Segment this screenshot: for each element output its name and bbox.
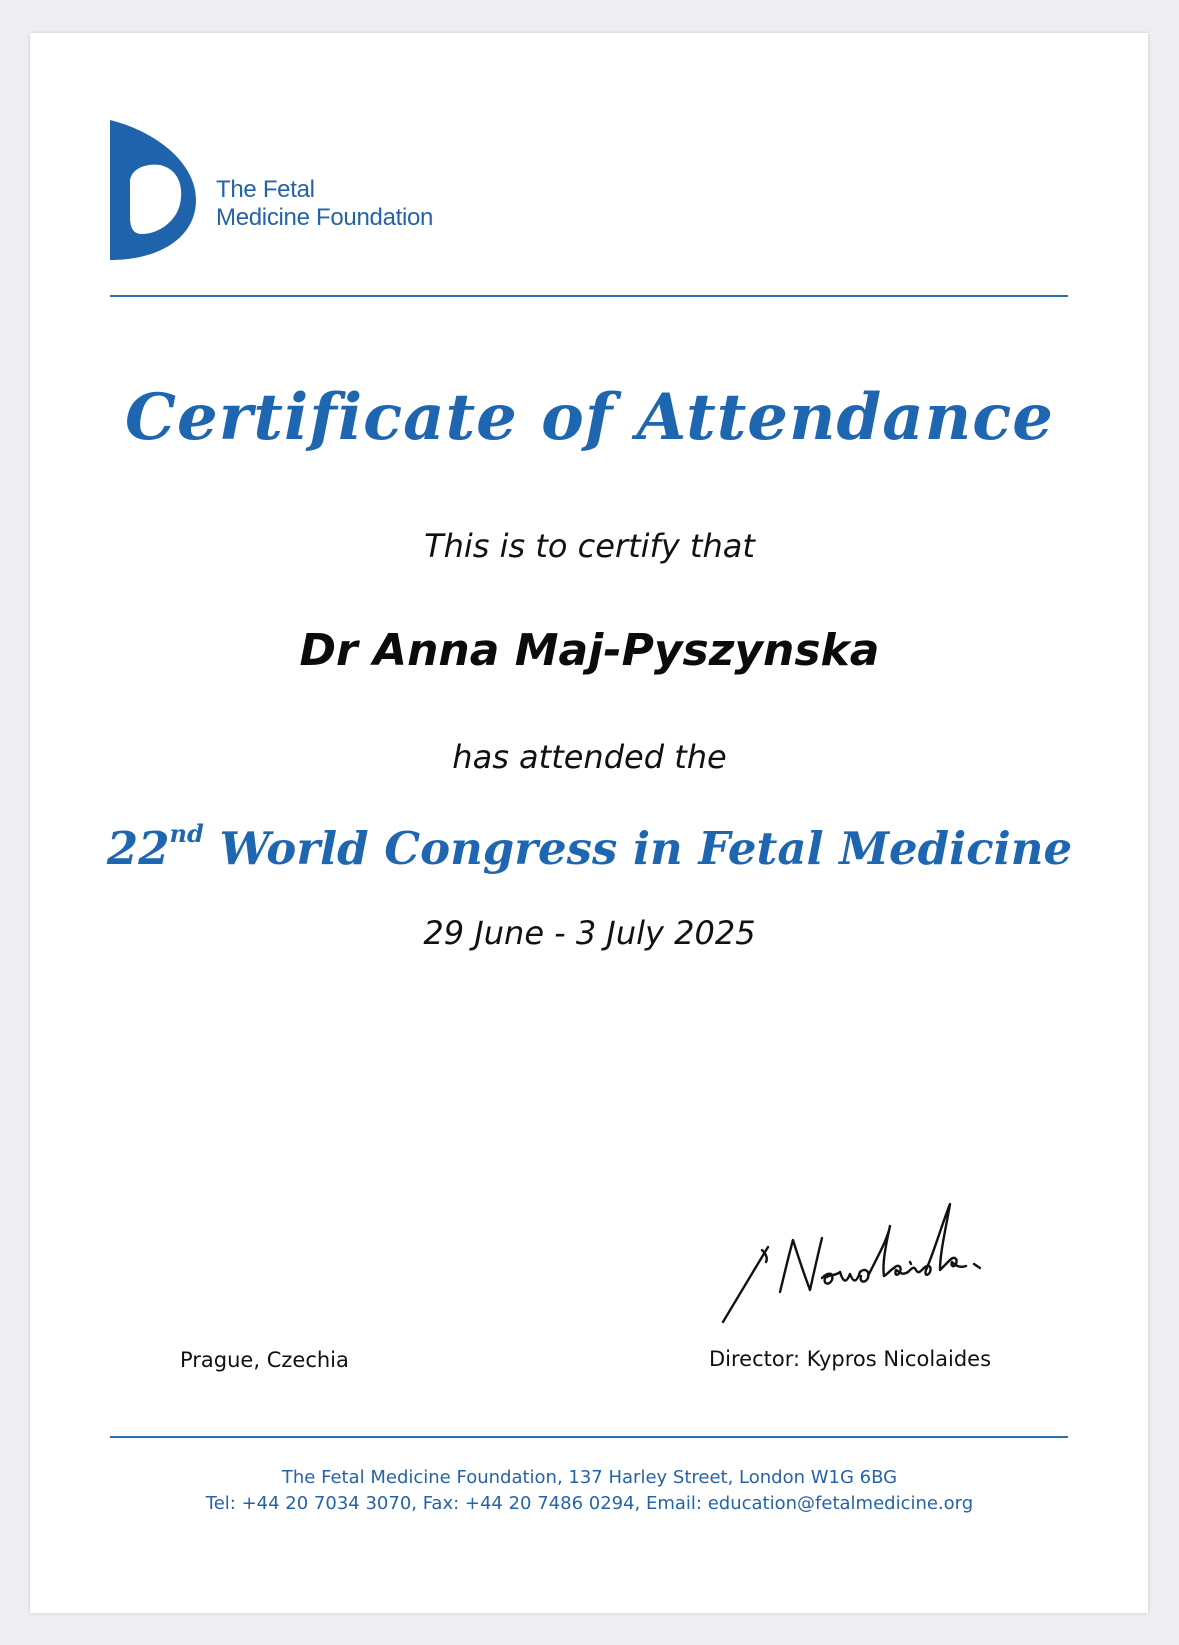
- certificate-title: Certificate of Attendance: [125, 380, 1054, 455]
- event-name: World Congress in Fetal Medicine: [219, 822, 1073, 875]
- director-text: Director: Kypros Nicolaides: [709, 1347, 992, 1371]
- event-ordinal-number: 22: [106, 822, 170, 875]
- handwritten-signature-icon: [718, 1192, 1000, 1327]
- footer-divider: [110, 1436, 1068, 1438]
- event-ordinal-suffix: nd: [169, 819, 204, 848]
- foundation-logo-icon: [110, 120, 200, 270]
- foundation-logo: [110, 120, 450, 270]
- certify-intro: This is to certify that: [424, 527, 755, 565]
- attended-text: has attended the: [452, 738, 727, 776]
- header-divider: [110, 295, 1068, 297]
- foundation-wordmark: [216, 176, 433, 232]
- recipient-name: Dr Anna Maj-Pyszynska: [299, 625, 880, 676]
- event-title: [0, 819, 1179, 875]
- footer-contact: Tel: +44 20 7034 3070, Fax: +44 20 7486 0294, Email: education@fetalmedicine.org: [205, 1493, 974, 1514]
- location-text: Prague, Czechia: [180, 1348, 349, 1372]
- logo-line-2: Medicine Foundation: [216, 204, 434, 231]
- logo-line-1: The Fetal: [216, 176, 315, 203]
- footer-address: The Fetal Medicine Foundation, 137 Harley Street, London W1G 6BG: [281, 1467, 898, 1488]
- event-dates: 29 June - 3 July 2025: [423, 914, 756, 952]
